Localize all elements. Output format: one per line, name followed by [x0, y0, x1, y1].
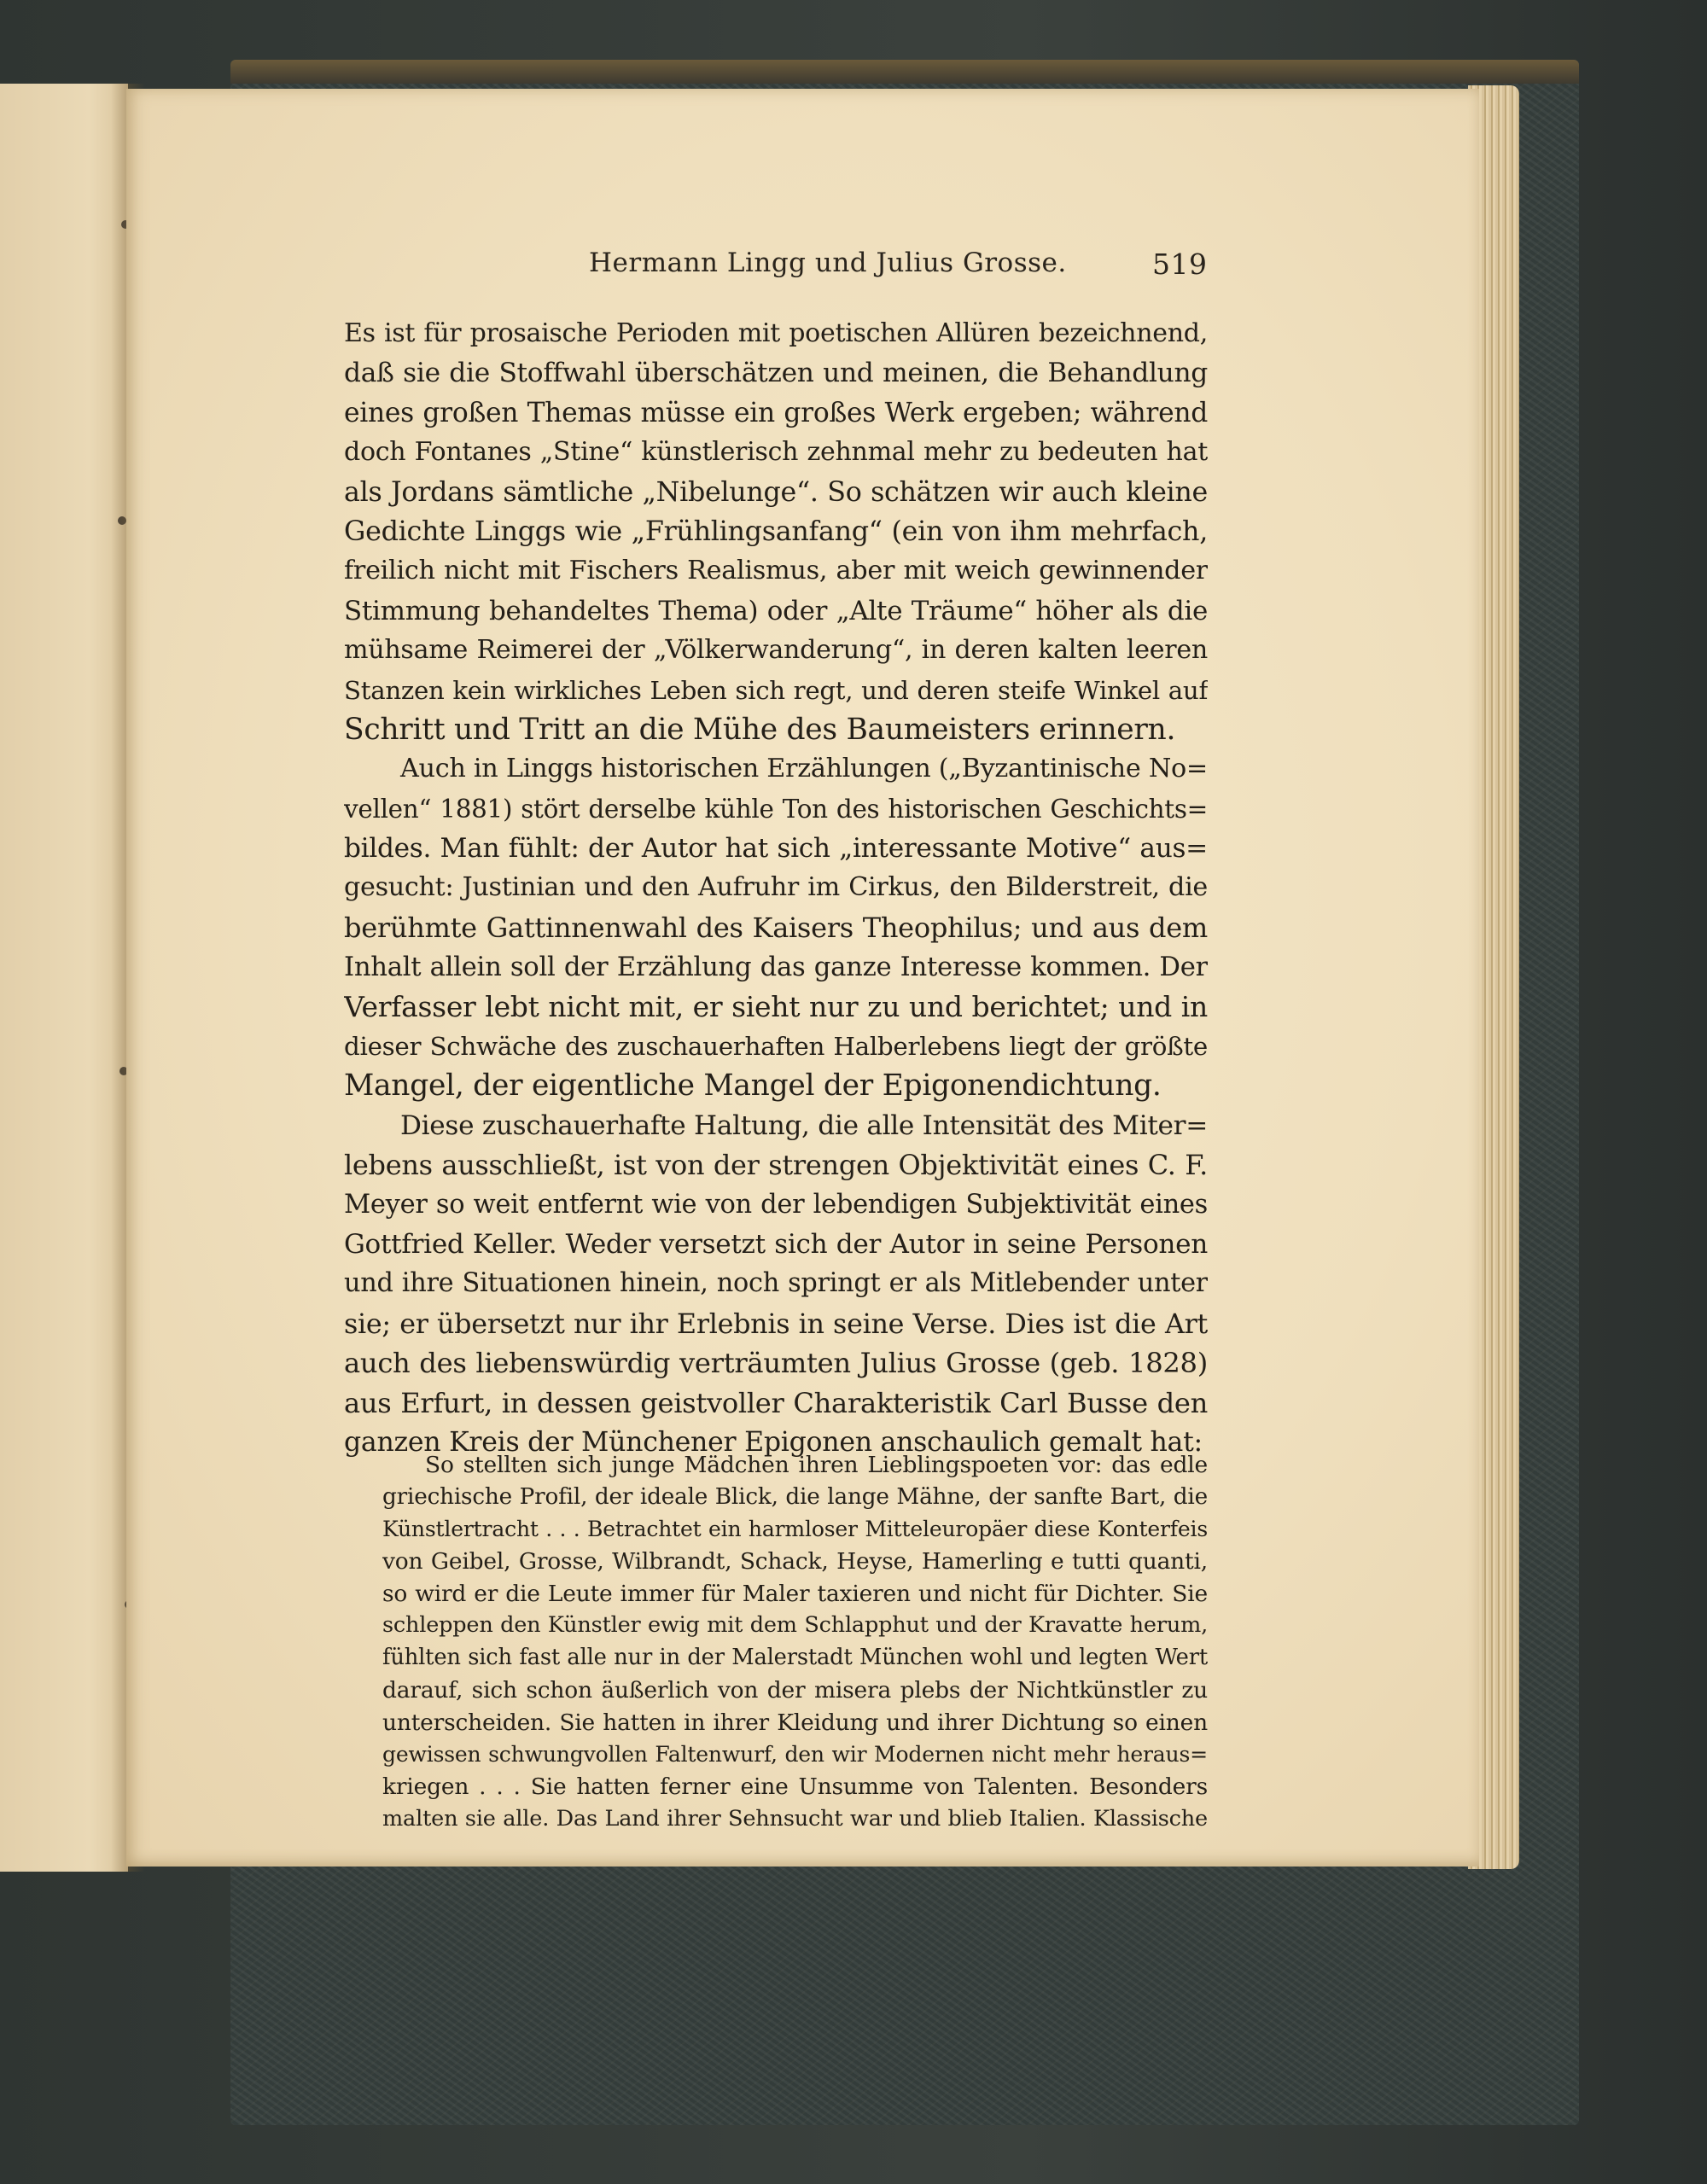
text-line: sie; er übersetzt nur ihr Erlebnis in seine Verse. Dies ist die Art: [344, 1307, 1208, 1340]
text-line: ganzen Kreis der Münchener Epigonen anschaulich gemalt hat:: [344, 1426, 1203, 1458]
text-line: auch des liebenswürdig verträumten Julius Grosse (geb. 1828): [344, 1347, 1208, 1380]
text-line: Gedichte Linggs wie „Frühlingsanfang“ (ein von ihm mehrfach,: [344, 515, 1208, 547]
paragraph-2: [344, 749, 1208, 1106]
paragraph-1: [344, 314, 1208, 749]
text-line: Diese zuschauerhafte Haltung, die alle Intensität des Miter=: [400, 1109, 1208, 1141]
text-line: dieser Schwäche des zuschauerhaften Halberlebens liegt der größte: [344, 1032, 1208, 1062]
text-line: Stimmung behandeltes Thema) oder „Alte Träume“ höher als die: [344, 595, 1208, 626]
quote-line: malten sie alle. Das Land ihrer Sehnsucht war und blieb Italien. Klassische: [382, 1805, 1208, 1832]
running-title: Hermann Lingg und Julius Grosse.: [589, 248, 1067, 278]
quote-line: von Geibel, Grosse, Wilbrandt, Schack, Heyse, Hamerling e tutti quanti,: [382, 1548, 1208, 1575]
text-line: Inhalt allein soll der Erzählung das ganze Interesse kommen. Der: [344, 952, 1208, 983]
text-line: freilich nicht mit Fischers Realismus, aber mit weich gewinnender: [344, 556, 1208, 586]
text-line: Schritt und Tritt an die Mühe des Baumeisters erinnern.: [344, 712, 1176, 747]
text-line: Es ist für prosaische Perioden mit poetischen Allüren bezeichnend,: [344, 318, 1208, 348]
block-quote: [382, 1449, 1208, 1835]
text-line: vellen“ 1881) stört derselbe kühle Ton des historischen Geschichts=: [344, 794, 1208, 824]
quote-line: griechische Profil, der ideale Blick, die lange Mähne, der sanfte Bart, die: [382, 1483, 1208, 1510]
text-line: Meyer so weit entfernt wie von der lebendigen Subjektivität eines: [344, 1189, 1208, 1220]
body-text: [344, 314, 1208, 1462]
text-line: gesucht: Justinian und den Aufruhr im Cirkus, den Bilderstreit, die: [344, 872, 1208, 903]
quote-line: So stellten sich junge Mädchen ihren Lieblingspoeten vor: das edle: [425, 1452, 1208, 1478]
book-cover-top-edge: [230, 60, 1579, 84]
paragraph-3: [344, 1106, 1208, 1463]
text-line: Mangel, der eigentliche Mangel der Epigonendichtung.: [344, 1069, 1162, 1104]
text-line: bildes. Man fühlt: der Autor hat sich „interessante Motive“ aus=: [344, 833, 1208, 865]
text-line: daß sie die Stoffwahl überschätzen und meinen, die Behandlung: [344, 358, 1208, 389]
text-line: aus Erfurt, in dessen geistvoller Charakteristik Carl Busse den: [344, 1386, 1208, 1419]
quote-line: fühlten sich fast alle nur in der Malerstadt München wohl und legten Wert: [382, 1645, 1208, 1671]
text-line: eines großen Themas müsse ein großes Werk ergeben; während: [344, 397, 1208, 428]
quote-line: kriegen . . . Sie hatten ferner eine Unsumme von Talenten. Besonders: [382, 1773, 1208, 1800]
text-line: und ihre Situationen hinein, noch springt er als Mitlebender unter: [344, 1268, 1208, 1299]
text-line: lebens ausschließt, ist von der strengen Objektivität eines C. F.: [344, 1149, 1208, 1182]
text-line: berühmte Gattinnenwahl des Kaisers Theophilus; und aus dem: [344, 911, 1208, 944]
text-line: Verfasser lebt nicht mit, er sieht nur zu und berichtet; und in: [344, 989, 1208, 1023]
quote-line: schleppen den Künstler ewig mit dem Schlapphut und der Kravatte herum,: [382, 1612, 1208, 1639]
text-line: Stanzen kein wirkliches Leben sich regt, und deren steife Winkel auf: [344, 675, 1208, 705]
quote-line: gewissen schwungvollen Faltenwurf, den wir Modernen nicht mehr heraus=: [382, 1742, 1208, 1768]
text-line: Gottfried Keller. Weder versetzt sich der Autor in seine Personen: [344, 1228, 1208, 1260]
quote-line: Künstlertracht . . . Betrachtet ein harmloser Mitteleuropäer diese Konterfeis: [382, 1517, 1208, 1542]
quote-line: darauf, sich schon äußerlich von der misera plebs der Nichtkünstler zu: [382, 1676, 1208, 1704]
text-line: als Jordans sämtliche „Nibelunge“. So schätzen wir auch kleine: [344, 476, 1208, 508]
quote-line: so wird er die Leute immer für Maler taxieren und nicht für Dichter. Sie: [382, 1580, 1208, 1607]
text-line: Auch in Linggs historischen Erzählungen („Byzantinische No=: [400, 754, 1208, 784]
text-line: mühsame Reimerei der „Völkerwanderung“, in deren kalten leeren: [344, 635, 1208, 666]
text-line: doch Fontanes „Stine“ künstlerisch zehnmal mehr zu bedeuten hat: [344, 437, 1208, 468]
page-number: 519: [1152, 248, 1208, 281]
facing-page-edge: [0, 84, 128, 1872]
running-header: [0, 248, 1208, 282]
quote-line: unterscheiden. Sie hatten in ihrer Kleidung und ihrer Dichtung so einen: [382, 1709, 1208, 1736]
